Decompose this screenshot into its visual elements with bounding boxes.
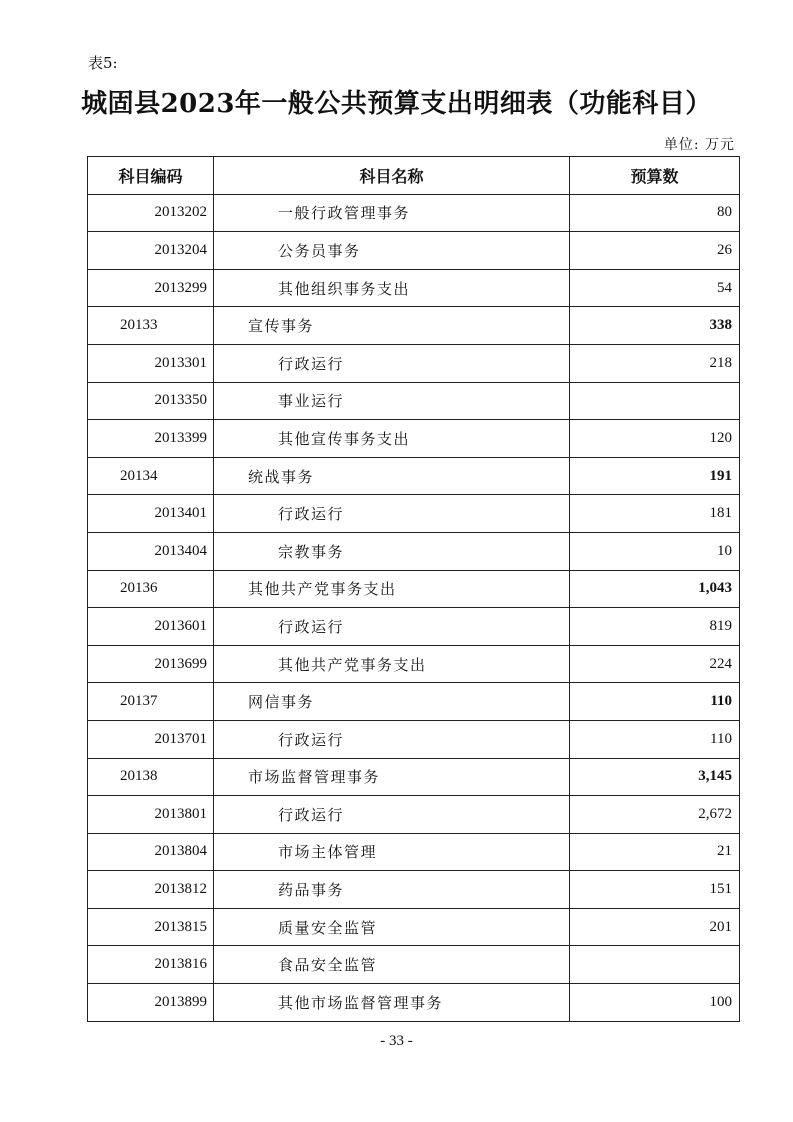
table-label: 表5:: [88, 54, 118, 72]
subject-name: 行政运行: [214, 344, 570, 382]
header-name: 科目名称: [214, 157, 570, 195]
header-amount: 预算数: [570, 157, 740, 195]
table-row: [88, 232, 740, 270]
subject-name: 统战事务: [214, 457, 570, 495]
subject-code: 2013815: [88, 908, 214, 946]
document-title: 城固县2023年一般公共预算支出明细表（功能科目）: [81, 89, 712, 119]
table-row: [88, 194, 740, 232]
subject-code: 2013404: [88, 532, 214, 570]
subject-name: 其他共产党事务支出: [214, 570, 570, 608]
subject-name: 其他共产党事务支出: [214, 645, 570, 683]
table-row: [88, 946, 740, 984]
table-row: [88, 758, 740, 796]
subject-code: 2013816: [88, 946, 214, 984]
table-header-row: [88, 157, 740, 195]
budget-amount: [570, 382, 740, 420]
subject-code: 2013804: [88, 833, 214, 871]
budget-amount: 819: [570, 608, 740, 646]
budget-amount: 80: [570, 194, 740, 232]
subject-name: 宣传事务: [214, 307, 570, 345]
subject-name: 市场主体管理: [214, 833, 570, 871]
budget-amount: 151: [570, 871, 740, 909]
subject-name: 行政运行: [214, 608, 570, 646]
budget-amount: 2,672: [570, 796, 740, 834]
budget-amount: 201: [570, 908, 740, 946]
subject-code: 2013299: [88, 269, 214, 307]
subject-code: 2013899: [88, 984, 214, 1022]
table-body: [88, 194, 740, 1021]
table-row: [88, 344, 740, 382]
budget-amount: 1,043: [570, 570, 740, 608]
budget-amount: 218: [570, 344, 740, 382]
table-row: [88, 608, 740, 646]
budget-amount: 3,145: [570, 758, 740, 796]
table-row: [88, 683, 740, 721]
subject-name: 质量安全监管: [214, 908, 570, 946]
budget-amount: 120: [570, 420, 740, 458]
subject-name: 药品事务: [214, 871, 570, 909]
table-row: [88, 720, 740, 758]
subject-name: 行政运行: [214, 720, 570, 758]
subject-name: 其他宣传事务支出: [214, 420, 570, 458]
subject-name: 网信事务: [214, 683, 570, 721]
subject-name: 其他市场监督管理事务: [214, 984, 570, 1022]
budget-table: [87, 156, 740, 1022]
subject-code: 2013301: [88, 344, 214, 382]
subject-code: 2013401: [88, 495, 214, 533]
header-code: 科目编码: [88, 157, 214, 195]
budget-amount: 100: [570, 984, 740, 1022]
budget-amount: 224: [570, 645, 740, 683]
subject-code: 2013601: [88, 608, 214, 646]
subject-code: 2013204: [88, 232, 214, 270]
subject-code: 2013202: [88, 194, 214, 232]
subject-code: 2013399: [88, 420, 214, 458]
budget-amount: 21: [570, 833, 740, 871]
subject-code: 20133: [88, 307, 214, 345]
subject-code: 20137: [88, 683, 214, 721]
budget-amount: 191: [570, 457, 740, 495]
budget-amount: [570, 946, 740, 984]
budget-amount: 110: [570, 683, 740, 721]
subject-code: 2013801: [88, 796, 214, 834]
subject-name: 宗教事务: [214, 532, 570, 570]
table-row: [88, 307, 740, 345]
subject-code: 20138: [88, 758, 214, 796]
page-number: - 33 -: [380, 1033, 413, 1049]
subject-code: 2013701: [88, 720, 214, 758]
subject-code: 2013812: [88, 871, 214, 909]
budget-amount: 110: [570, 720, 740, 758]
table-row: [88, 495, 740, 533]
subject-name: 行政运行: [214, 495, 570, 533]
table-row: [88, 871, 740, 909]
subject-code: 20136: [88, 570, 214, 608]
table-row: [88, 796, 740, 834]
budget-amount: 181: [570, 495, 740, 533]
subject-name: 行政运行: [214, 796, 570, 834]
unit-label: 单位: 万元: [663, 137, 735, 153]
subject-code: 2013350: [88, 382, 214, 420]
table-row: [88, 908, 740, 946]
table-row: [88, 420, 740, 458]
table-row: [88, 532, 740, 570]
subject-code: 2013699: [88, 645, 214, 683]
table-row: [88, 833, 740, 871]
table-row: [88, 570, 740, 608]
subject-name: 一般行政管理事务: [214, 194, 570, 232]
subject-name: 其他组织事务支出: [214, 269, 570, 307]
table-row: [88, 269, 740, 307]
table-row: [88, 984, 740, 1022]
budget-amount: 54: [570, 269, 740, 307]
subject-code: 20134: [88, 457, 214, 495]
subject-name: 食品安全监管: [214, 946, 570, 984]
table-row: [88, 645, 740, 683]
budget-amount: 26: [570, 232, 740, 270]
budget-amount: 338: [570, 307, 740, 345]
subject-name: 事业运行: [214, 382, 570, 420]
subject-name: 公务员事务: [214, 232, 570, 270]
table-row: [88, 457, 740, 495]
subject-name: 市场监督管理事务: [214, 758, 570, 796]
table-row: [88, 382, 740, 420]
budget-amount: 10: [570, 532, 740, 570]
